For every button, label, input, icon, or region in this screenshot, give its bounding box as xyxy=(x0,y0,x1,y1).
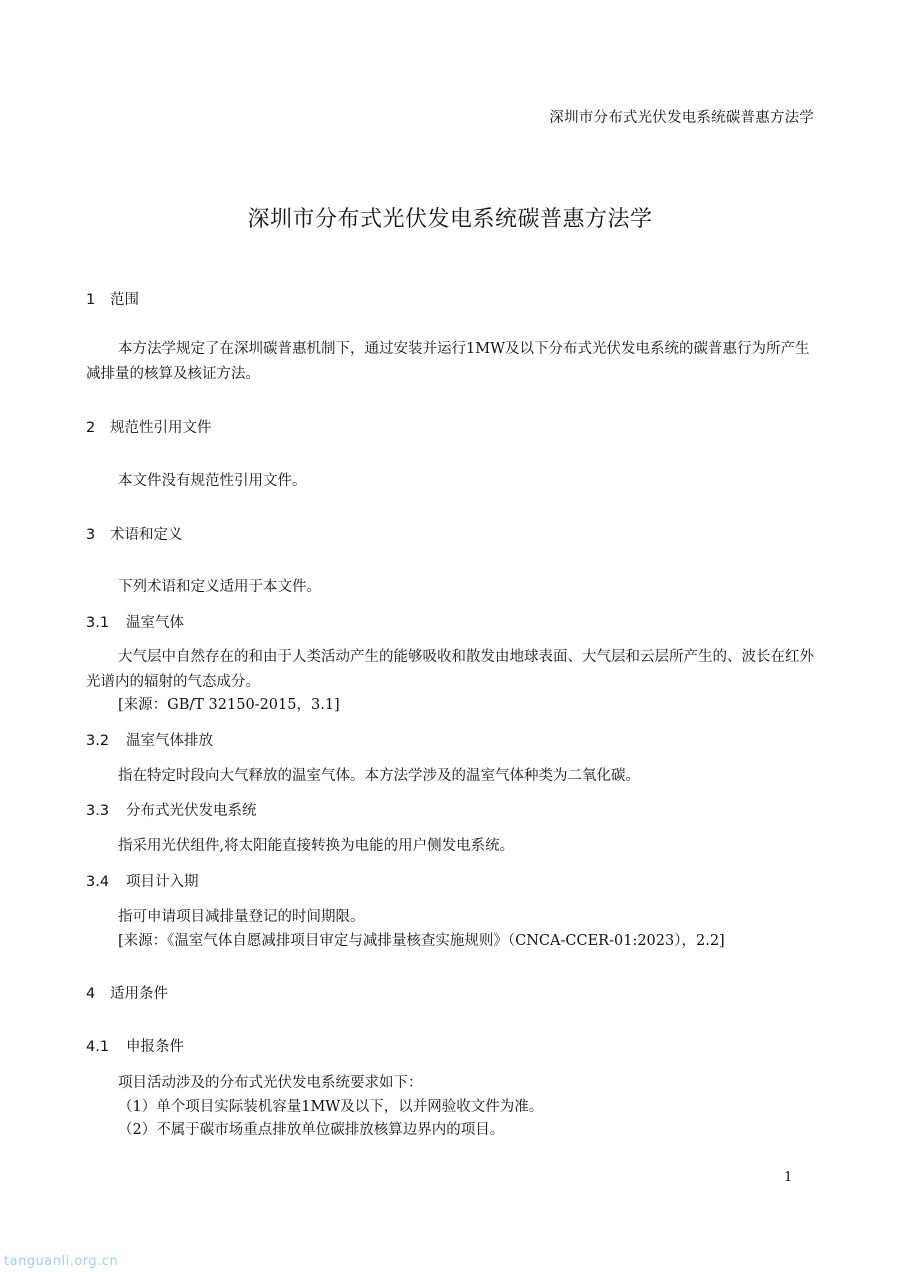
section-title: 范围 xyxy=(110,292,139,308)
section-number: 3.4 xyxy=(86,874,110,890)
running-header: 深圳市分布式光伏发电系统碳普惠方法学 xyxy=(549,110,814,126)
section-2-paragraph: 本文件没有规范性引用文件。 xyxy=(118,473,307,489)
list-item: （2）不属于碳市场重点排放单位碳排放核算边界内的项目。 xyxy=(118,1122,505,1138)
list-item: （1）单个项目实际装机容量1MW及以下，以并网验收文件为准。 xyxy=(118,1099,544,1115)
section-number: 2 xyxy=(86,420,96,436)
section-3-1-paragraph: 大气层中自然存在的和由于人类活动产生的能够吸收和散发由地球表面、大气层和云层所产生的、波长在红外光谱内的辐射的气态成分。 xyxy=(86,649,814,690)
document-title: 深圳市分布式光伏发电系统碳普惠方法学 xyxy=(247,207,653,232)
section-title: 适用条件 xyxy=(110,986,168,1002)
section-number: 3.2 xyxy=(86,733,110,749)
section-3-1-heading xyxy=(86,611,184,632)
section-title: 温室气体 xyxy=(126,615,184,631)
section-number: 4.1 xyxy=(86,1039,110,1055)
section-3-3-heading xyxy=(86,799,257,820)
section-3-4-heading xyxy=(86,870,199,891)
section-number: 1 xyxy=(86,292,96,308)
section-3-3-paragraph: 指采用光伏组件,将太阳能直接转换为电能的用户侧发电系统。 xyxy=(118,838,515,854)
section-4-1-intro: 项目活动涉及的分布式光伏发电系统要求如下： xyxy=(118,1075,423,1091)
section-3-4-paragraph: 指可申请项目减排量登记的时间期限。 xyxy=(118,909,365,925)
section-4-1-heading xyxy=(86,1035,184,1056)
section-number: 3.1 xyxy=(86,615,110,631)
watermark: tanguanli.org.cn xyxy=(4,1254,119,1269)
section-title: 术语和定义 xyxy=(110,527,183,543)
section-title: 温室气体排放 xyxy=(126,733,213,749)
section-1-paragraph: 本方法学规定了在深圳碳普惠机制下，通过安装并运行1MW及以下分布式光伏发电系统的碳普惠行为所产生减排量的核算及核证方法。 xyxy=(86,341,810,382)
section-1-heading xyxy=(86,288,139,309)
page-number: 1 xyxy=(784,1170,793,1185)
section-title: 项目计入期 xyxy=(126,874,199,890)
section-3-4-source: [来源：《温室气体自愿减排项目审定与减排量核查实施规则》（CNCA-CCER-01:2023），2.2] xyxy=(118,933,725,949)
section-title: 分布式光伏发电系统 xyxy=(126,803,257,819)
section-3-heading xyxy=(86,523,183,544)
section-number: 3 xyxy=(86,527,96,543)
section-number: 4 xyxy=(86,986,96,1002)
section-number: 3.3 xyxy=(86,803,110,819)
section-2-heading xyxy=(86,416,212,437)
section-3-2-paragraph: 指在特定时段向大气释放的温室气体。本方法学涉及的温室气体种类为二氧化碳。 xyxy=(118,768,640,784)
section-3-2-heading xyxy=(86,729,213,750)
section-title: 申报条件 xyxy=(126,1039,184,1055)
section-3-1-source: [来源：GB/T 32150-2015，3.1] xyxy=(118,697,340,713)
section-title: 规范性引用文件 xyxy=(110,420,212,436)
section-3-paragraph: 下列术语和定义适用于本文件。 xyxy=(118,579,321,595)
section-4-heading xyxy=(86,982,168,1003)
